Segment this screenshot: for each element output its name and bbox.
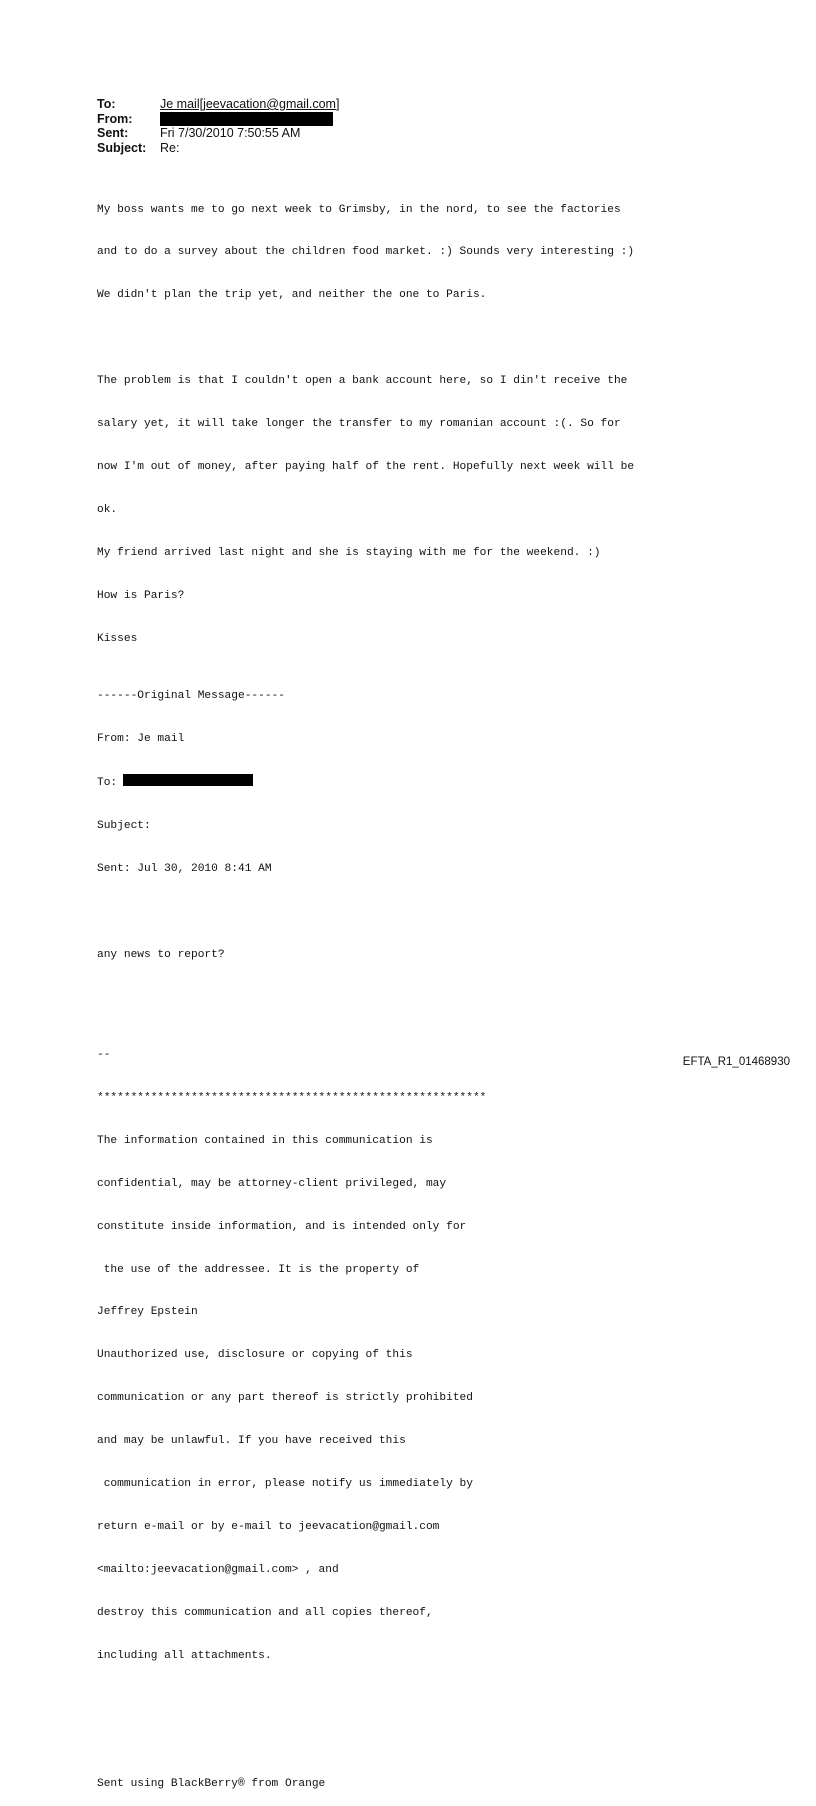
disclaimer-line: destroy this communication and all copies thereof,	[97, 1606, 433, 1619]
message-line: salary yet, it will take longer the transfer to my romanian account :(. So for	[97, 418, 621, 431]
message-line: ok.	[97, 503, 118, 516]
message-line: We didn't plan the trip yet, and neither the one to Paris.	[97, 289, 487, 302]
disclaimer-line: and may be unlawful. If you have received this	[97, 1435, 406, 1448]
blank-line	[97, 1734, 634, 1748]
signature-line: Sent using BlackBerry® from Orange	[97, 1778, 326, 1791]
email-body	[97, 174, 634, 1806]
message-line: My boss wants me to go next week to Grimsby, in the nord, to see the factories	[97, 203, 621, 216]
disclaimer-line: The information contained in this communication is	[97, 1134, 433, 1147]
original-message-separator: ------Original Message------	[97, 689, 285, 702]
disclaimer-stars: **********************************************************	[97, 1092, 487, 1104]
from-label: From:	[97, 111, 133, 126]
blank-line	[97, 331, 634, 345]
message-line: The problem is that I couldn't open a bank account here, so I din't receive the	[97, 375, 628, 388]
disclaimer-line: Jeffrey Epstein	[97, 1306, 198, 1319]
original-to-line	[97, 774, 634, 790]
redaction-box	[160, 112, 333, 126]
disclaimer-line: including all attachments.	[97, 1649, 272, 1662]
message-line: and to do a survey about the children food market. :) Sounds very interesting :)	[97, 246, 635, 259]
message-line: now I'm out of money, after paying half of the rent. Hopefully next week will be	[97, 460, 635, 473]
document-id: EFTA_R1_01468930	[682, 1056, 790, 1068]
original-to-label: To:	[97, 777, 118, 790]
disclaimer-line: confidential, may be attorney-client privileged, may	[97, 1177, 447, 1190]
sent-row	[97, 126, 339, 141]
to-label: To:	[97, 97, 116, 111]
original-from-line: From: Je mail	[97, 732, 185, 745]
original-sent-line: Sent: Jul 30, 2010 8:41 AM	[97, 863, 272, 876]
disclaimer-line: constitute inside information, and is intended only for	[97, 1220, 467, 1233]
original-subject-line: Subject:	[97, 820, 151, 833]
message-line: How is Paris?	[97, 589, 185, 602]
message-line: My friend arrived last night and she is staying with me for the weekend. :)	[97, 546, 601, 559]
blank-line	[97, 1691, 634, 1705]
subject-value: Re:	[160, 140, 180, 155]
blank-line	[97, 991, 634, 1005]
disclaimer-line: communication or any part thereof is strictly prohibited	[97, 1392, 473, 1405]
sent-label: Sent:	[97, 126, 129, 140]
redaction-box	[123, 774, 253, 786]
sent-value: Fri 7/30/2010 7:50:55 AM	[160, 126, 301, 140]
blank-line	[97, 905, 634, 919]
from-row	[97, 112, 339, 127]
signature-dashes: --	[97, 1049, 111, 1062]
email-header	[97, 97, 339, 155]
subject-row	[97, 141, 339, 156]
disclaimer-line: Unauthorized use, disclosure or copying of this	[97, 1349, 413, 1362]
to-value: Je mail[jeevacation@gmail.com]	[160, 97, 340, 111]
disclaimer-line: return e-mail or by e-mail to jeevacation@gmail.com	[97, 1520, 440, 1533]
message-line: Kisses	[97, 632, 138, 645]
disclaimer-line: communication in error, please notify us immediately by	[97, 1478, 473, 1491]
to-row	[97, 97, 339, 112]
disclaimer-line: <mailto:jeevacation@gmail.com> , and	[97, 1563, 339, 1576]
subject-label: Subject:	[97, 140, 147, 155]
disclaimer-line: the use of the addressee. It is the property of	[97, 1263, 420, 1276]
original-body-line: any news to report?	[97, 949, 225, 962]
